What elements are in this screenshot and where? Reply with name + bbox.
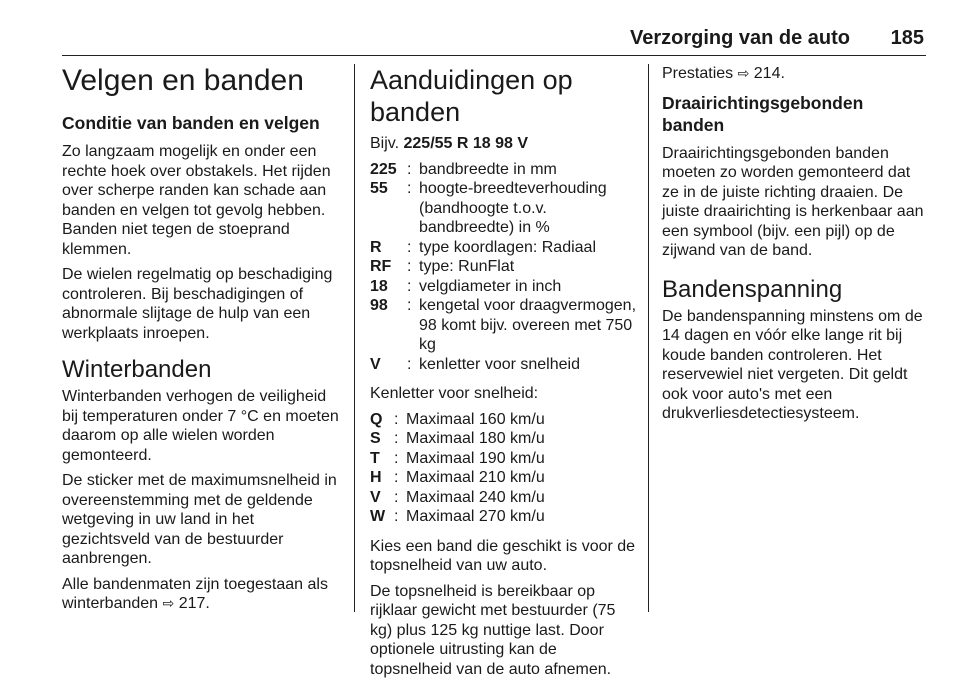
separator: : (394, 488, 399, 506)
separator: : (394, 410, 399, 428)
section-heading-bandenspanning: Bandenspanning (662, 275, 843, 303)
paragraph: Zo langzaam mogelijk en onder een rechte hoek over obstakels. Het rijden over scherpe randen kan schade aan banden en velgen tot gevolg hebben. Banden niet tegen de stoeprand klemmen. (62, 143, 331, 258)
reference-text: Prestaties (662, 65, 734, 82)
code-value: kengetal voor draagvermogen, 98 komt bijv. overeen met 750 kg (419, 297, 637, 353)
page-number: 185 (890, 27, 924, 49)
tire-code-example (370, 134, 638, 154)
definition-row (370, 488, 638, 508)
separator: : (394, 430, 399, 447)
separator: : (394, 508, 399, 525)
definition-row (370, 449, 638, 469)
separator: : (407, 160, 412, 178)
speed-list-intro: Kenletter voor snelheid: (370, 385, 539, 402)
code-key: R (370, 238, 382, 256)
column-3 (662, 64, 928, 430)
code-value: type: RunFlat (419, 258, 515, 275)
separator: : (394, 449, 399, 467)
speed-value: Maximaal 270 km/u (406, 508, 545, 525)
speed-key: Q (370, 410, 383, 428)
column-divider-2 (648, 64, 649, 612)
column-1 (62, 64, 344, 620)
definition-row (370, 429, 638, 449)
definition-row (370, 179, 638, 238)
paragraph: De wielen regelmatig op beschadiging controleren. Bij beschadigingen of abnormale slijtage de hulp van een werkplaats inroepen. (62, 266, 333, 342)
subheading-draairichting: Draairichtingsgebonden banden (662, 92, 864, 135)
code-key: RF (370, 258, 392, 275)
paragraph: Draairichtingsgebonden banden moeten zo worden gemonteerd dat ze in de juiste richting draaien. De juiste draairichting is herkenbaar aan een symbool (bijv. een pijl) op de zijwand van de band. (662, 144, 924, 259)
code-value: kenletter voor snelheid (419, 355, 580, 373)
code-value: type koordlagen: Radiaal (419, 238, 597, 256)
subheading-conditie: Conditie van banden en velgen (62, 113, 320, 133)
definition-row (370, 410, 638, 430)
code-key: 98 (370, 297, 388, 314)
column-2 (370, 64, 638, 685)
speed-key: W (370, 508, 386, 525)
speed-value: Maximaal 240 km/u (406, 488, 545, 506)
paragraph: De bandenspanning minstens om de 14 dagen en vóór elke lange rit bij koude banden controleren. Het reservewiel niet vergeten. Dit geldt ook voor auto's met een drukverliesdetectiesysteem. (662, 307, 923, 422)
definition-row (370, 468, 638, 488)
example-prefix: Bijv. (370, 135, 400, 152)
column-divider-1 (354, 64, 355, 612)
speed-key: S (370, 430, 381, 447)
tire-code-list (370, 160, 638, 375)
definition-row (370, 355, 638, 375)
separator: : (407, 297, 412, 314)
code-value: velgdiameter in inch (419, 277, 562, 295)
speed-key: V (370, 488, 381, 506)
page-reference-link[interactable]: 214. (753, 65, 785, 82)
performance-reference (662, 64, 928, 84)
page-reference-arrow-icon: ⇨ (737, 65, 750, 81)
paragraph (62, 575, 344, 614)
code-key: 18 (370, 277, 388, 295)
separator: : (407, 238, 412, 256)
speed-value: Maximaal 180 km/u (406, 430, 545, 447)
chapter-title: Verzorging van de auto (629, 27, 850, 49)
example-code: 225/55 R 18 98 V (403, 135, 529, 152)
speed-value: Maximaal 190 km/u (406, 449, 545, 467)
section-heading-winterbanden: Winterbanden (62, 356, 212, 383)
speed-key: H (370, 469, 382, 486)
speed-key: T (370, 449, 380, 467)
paragraph: De topsnelheid is bereikbaar op rijklaar gewicht met bestuurder (75 kg) plus 125 kg nuttige last. Door optionele uitrusting kan de topsnelheid van de auto afnemen. (370, 582, 616, 678)
section-heading-aanduidingen: Aanduidingen op banden (370, 65, 573, 127)
code-value: bandbreedte in mm (419, 160, 557, 178)
speed-value: Maximaal 210 km/u (406, 469, 545, 486)
page-reference-arrow-icon: ⇨ (162, 595, 175, 611)
speed-value: Maximaal 160 km/u (406, 410, 545, 428)
page-header (0, 0, 960, 58)
page-reference-link[interactable]: 217. (178, 595, 210, 612)
code-key: 225 (370, 160, 397, 178)
definition-row (370, 296, 638, 355)
section-heading-velgen: Velgen en banden (62, 64, 304, 97)
separator: : (407, 277, 412, 295)
definition-row (370, 160, 638, 180)
definition-row (370, 507, 638, 527)
code-key: 55 (370, 180, 388, 197)
separator: : (407, 180, 412, 197)
speed-rating-list (370, 410, 638, 527)
definition-row (370, 238, 638, 258)
definition-row (370, 277, 638, 297)
definition-row (370, 257, 638, 277)
header-divider (62, 55, 926, 56)
paragraph-text: Alle bandenmaten zijn toegestaan als winterbanden (62, 575, 328, 612)
separator: : (407, 355, 412, 373)
separator: : (407, 258, 412, 275)
code-key: V (370, 355, 381, 373)
separator: : (394, 469, 399, 486)
paragraph: Winterbanden verhogen de veiligheid bij temperaturen onder 7 °C en moeten daarom op alle wielen worden gemonteerd. (62, 388, 339, 464)
paragraph: Kies een band die geschikt is voor de topsnelheid van uw auto. (370, 537, 636, 574)
paragraph: De sticker met de maximumsnelheid in overeenstemming met de geldende wetgeving in uw land in het gezichtsveld van de bestuurder aanbrengen. (62, 472, 337, 567)
code-value: hoogte-breedteverhouding (bandhoogte t.o.v. bandbreedte) in % (419, 180, 607, 236)
